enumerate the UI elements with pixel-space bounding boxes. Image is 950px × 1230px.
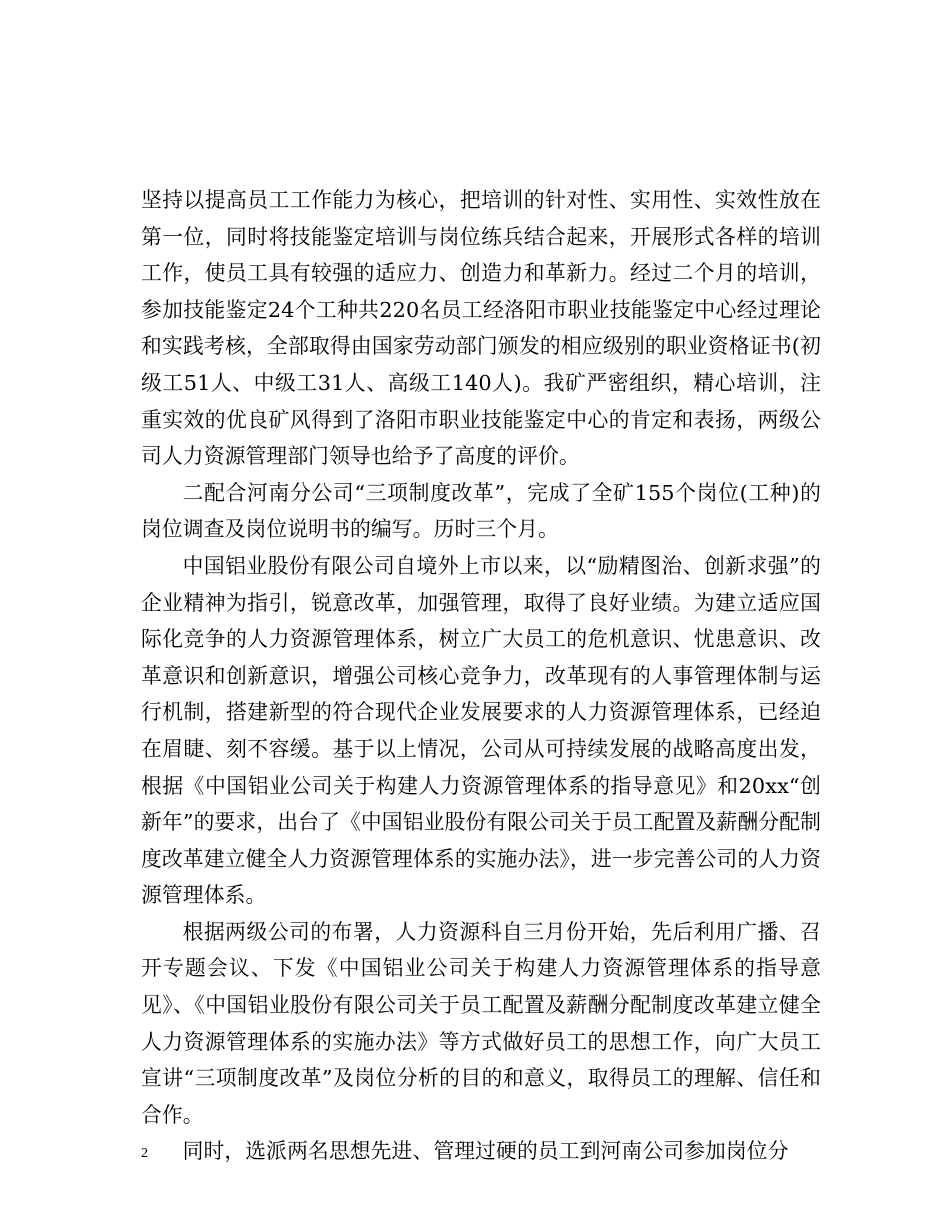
paragraph-training-staff: 同时，选派两名思想先进、管理过硬的员工到河南公司参加岗位分 [182,1139,789,1164]
page-number: 2 [141,1146,148,1161]
paragraph-chalco-reform: 中国铝业股份有限公司自境外上市以来，以“励精图治、创新求强”的企业精神为指引，锐意改革，加强管理，取得了良好业绩。为建立适应国际化竞争的人力资源管理体系，树立广大员工的危机意识、忧患意识、改革意识和创新意识，增强公司核心竞争力，改革现有的人事管理体制与运行机制，搭建新型的符合现代企业发展要求的人力资源管理体系，已经迫在眉睫、刻不容缓。基于以上情况，公司从可持续发展的战略高度出发，根据《中国铝业公司关于构建人力资源管理体系的指导意见》和20xx“创新年”的要求，出台了《中国铝业股份有限公司关于员工配置及薪酬分配制度改革建立健全人力资源管理体系的实施办法》，进一步完善公司的人力资源管理体系。 [141,553,821,908]
paragraph-deployment: 根据两级公司的布署，人力资源科自三月份开始，先后利用广播、召开专题会议、下发《中国铝业公司关于构建人力资源管理体系的指导意见》、《中国铝业股份有限公司关于员工配置及薪酬分配制度改革建立健全人力资源管理体系的实施办法》等方式做好员工的思想工作，向广大员工宣讲“三项制度改革”及岗位分析的目的和意义，取得员工的理解、信任和合作。 [141,919,821,1127]
paragraph-reform-positions: 二配合河南分公司“三项制度改革”，完成了全矿155个岗位(工种)的岗位调查及岗位说明书的编写。历时三个月。 [141,480,821,542]
paragraph-continuation: 坚持以提高员工工作能力为核心，把培训的针对性、实用性、实效性放在第一位，同时将技能鉴定培训与岗位练兵结合起来，开展形式各样的培训工作，使员工具有较强的适应力、创造力和革新力。经过二个月的培训，参加技能鉴定24个工种共220名员工经洛阳市职业技能鉴定中心经过理论和实践考核，全部取得由国家劳动部门颁发的相应级别的职业资格证书(初级工51人、中级工31人、高级工140人)。我矿严密组织，精心培训，注重实效的优良矿风得到了洛阳市职业技能鉴定中心的肯定和表扬，两级公司人力资源管理部门领导也给予了高度的评价。 [141,188,821,469]
document-body [141,182,821,1170]
